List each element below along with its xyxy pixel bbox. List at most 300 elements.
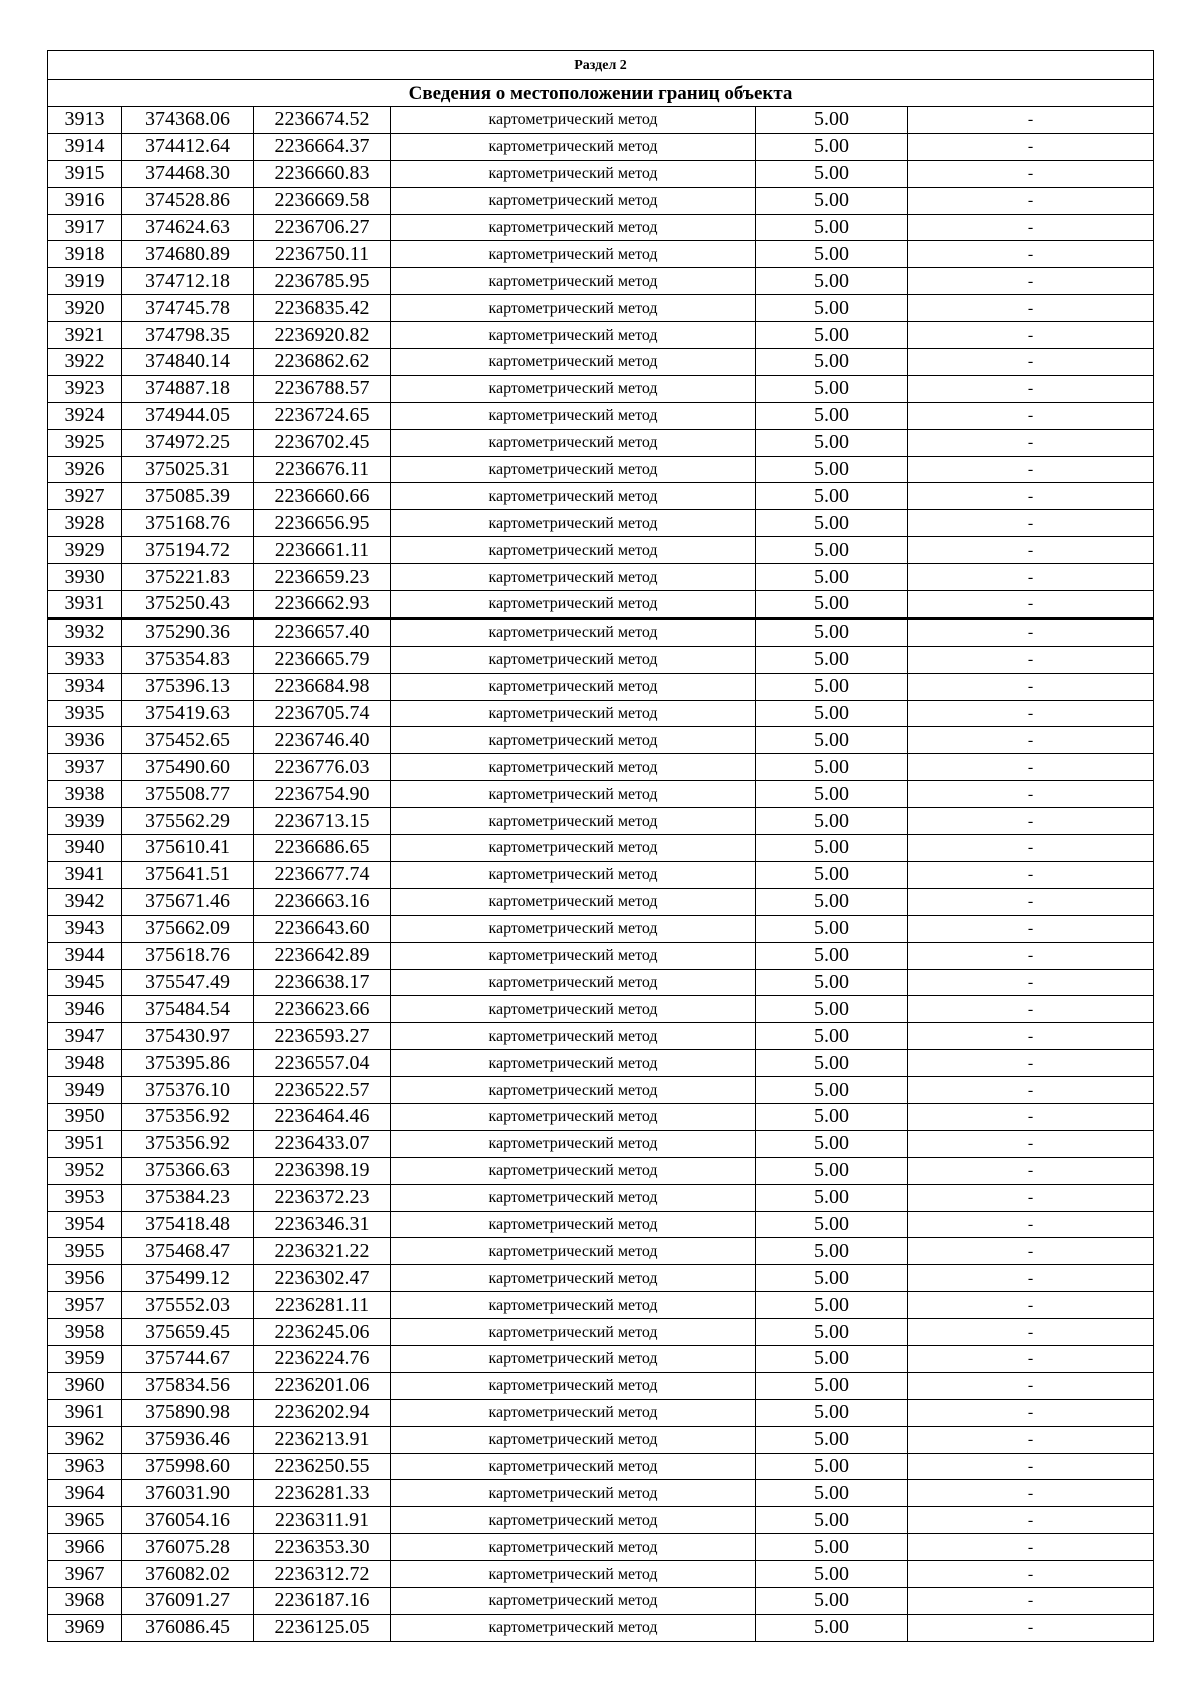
point-number-cell: 3969: [48, 1614, 122, 1641]
method-cell: картометрический метод: [391, 673, 756, 700]
table-row: [48, 1507, 1154, 1534]
point-number-cell: 3937: [48, 754, 122, 781]
x-coordinate-cell: 374412.64: [122, 133, 254, 160]
method-cell: картометрический метод: [391, 1587, 756, 1614]
point-number-cell: 3934: [48, 673, 122, 700]
table-row: [48, 160, 1154, 187]
table-row: [48, 429, 1154, 456]
table-row: [48, 1480, 1154, 1507]
table-row: [48, 888, 1154, 915]
point-number-cell: 3949: [48, 1077, 122, 1104]
accuracy-cell: 5.00: [756, 1319, 908, 1346]
method-cell: картометрический метод: [391, 754, 756, 781]
accuracy-cell: 5.00: [756, 861, 908, 888]
method-cell: картометрический метод: [391, 700, 756, 727]
note-cell: -: [908, 1023, 1154, 1050]
note-cell: -: [908, 1587, 1154, 1614]
y-coordinate-cell: 2236713.15: [254, 808, 391, 835]
y-coordinate-cell: 2236202.94: [254, 1399, 391, 1426]
y-coordinate-cell: 2236663.16: [254, 888, 391, 915]
note-cell: -: [908, 456, 1154, 483]
accuracy-cell: 5.00: [756, 510, 908, 537]
method-cell: картометрический метод: [391, 133, 756, 160]
table-row: [48, 700, 1154, 727]
method-cell: картометрический метод: [391, 781, 756, 808]
table-row: [48, 969, 1154, 996]
table-row: [48, 1157, 1154, 1184]
x-coordinate-cell: 375890.98: [122, 1399, 254, 1426]
y-coordinate-cell: 2236398.19: [254, 1157, 391, 1184]
table-row: [48, 996, 1154, 1023]
method-cell: картометрический метод: [391, 1507, 756, 1534]
x-coordinate-cell: 375376.10: [122, 1077, 254, 1104]
x-coordinate-cell: 375366.63: [122, 1157, 254, 1184]
accuracy-cell: 5.00: [756, 673, 908, 700]
accuracy-cell: 5.00: [756, 429, 908, 456]
method-cell: картометрический метод: [391, 969, 756, 996]
method-cell: картометрический метод: [391, 888, 756, 915]
note-cell: -: [908, 402, 1154, 429]
table-row: [48, 1050, 1154, 1077]
accuracy-cell: 5.00: [756, 268, 908, 295]
x-coordinate-cell: 374745.78: [122, 295, 254, 322]
table-row: [48, 1184, 1154, 1211]
y-coordinate-cell: 2236281.33: [254, 1480, 391, 1507]
y-coordinate-cell: 2236835.42: [254, 295, 391, 322]
note-cell: -: [908, 1426, 1154, 1453]
table-row: [48, 187, 1154, 214]
accuracy-cell: 5.00: [756, 1372, 908, 1399]
method-cell: картометрический метод: [391, 1561, 756, 1588]
table-row: [48, 510, 1154, 537]
x-coordinate-cell: 374368.06: [122, 107, 254, 134]
point-number-cell: 3947: [48, 1023, 122, 1050]
accuracy-cell: 5.00: [756, 295, 908, 322]
point-number-cell: 3959: [48, 1345, 122, 1372]
y-coordinate-cell: 2236213.91: [254, 1426, 391, 1453]
accuracy-cell: 5.00: [756, 915, 908, 942]
point-number-cell: 3933: [48, 646, 122, 673]
point-number-cell: 3955: [48, 1238, 122, 1265]
note-cell: -: [908, 1292, 1154, 1319]
accuracy-cell: 5.00: [756, 456, 908, 483]
point-number-cell: 3923: [48, 375, 122, 402]
method-cell: картометрический метод: [391, 456, 756, 483]
y-coordinate-cell: 2236750.11: [254, 241, 391, 268]
point-number-cell: 3927: [48, 483, 122, 510]
point-number-cell: 3946: [48, 996, 122, 1023]
x-coordinate-cell: 374468.30: [122, 160, 254, 187]
note-cell: -: [908, 942, 1154, 969]
x-coordinate-cell: 375641.51: [122, 861, 254, 888]
method-cell: картометрический метод: [391, 1265, 756, 1292]
table-row: [48, 646, 1154, 673]
point-number-cell: 3916: [48, 187, 122, 214]
accuracy-cell: 5.00: [756, 996, 908, 1023]
x-coordinate-cell: 375936.46: [122, 1426, 254, 1453]
note-cell: -: [908, 915, 1154, 942]
table-row: [48, 375, 1154, 402]
accuracy-cell: 5.00: [756, 1561, 908, 1588]
table-row: [48, 322, 1154, 349]
y-coordinate-cell: 2236862.62: [254, 349, 391, 376]
method-cell: картометрический метод: [391, 375, 756, 402]
x-coordinate-cell: 374680.89: [122, 241, 254, 268]
note-cell: -: [908, 754, 1154, 781]
note-cell: -: [908, 888, 1154, 915]
y-coordinate-cell: 2236593.27: [254, 1023, 391, 1050]
y-coordinate-cell: 2236785.95: [254, 268, 391, 295]
y-coordinate-cell: 2236245.06: [254, 1319, 391, 1346]
note-cell: -: [908, 1265, 1154, 1292]
point-number-cell: 3941: [48, 861, 122, 888]
method-cell: картометрический метод: [391, 1050, 756, 1077]
note-cell: -: [908, 835, 1154, 862]
x-coordinate-cell: 375384.23: [122, 1184, 254, 1211]
table-row: [48, 1211, 1154, 1238]
x-coordinate-cell: 375659.45: [122, 1319, 254, 1346]
accuracy-cell: 5.00: [756, 1587, 908, 1614]
method-cell: картометрический метод: [391, 1130, 756, 1157]
table-row: [48, 1265, 1154, 1292]
accuracy-cell: 5.00: [756, 754, 908, 781]
y-coordinate-cell: 2236643.60: [254, 915, 391, 942]
point-number-cell: 3953: [48, 1184, 122, 1211]
accuracy-cell: 5.00: [756, 1480, 908, 1507]
method-cell: картометрический метод: [391, 1399, 756, 1426]
method-cell: картометрический метод: [391, 241, 756, 268]
accuracy-cell: 5.00: [756, 646, 908, 673]
accuracy-cell: 5.00: [756, 241, 908, 268]
boundary-coordinates-table: [47, 50, 1154, 1642]
method-cell: картометрический метод: [391, 915, 756, 942]
accuracy-cell: 5.00: [756, 1023, 908, 1050]
table-row: [48, 835, 1154, 862]
accuracy-cell: 5.00: [756, 1050, 908, 1077]
accuracy-cell: 5.00: [756, 1345, 908, 1372]
table-body: [48, 51, 1154, 1642]
table-row: [48, 673, 1154, 700]
y-coordinate-cell: 2236557.04: [254, 1050, 391, 1077]
point-number-cell: 3942: [48, 888, 122, 915]
note-cell: -: [908, 1319, 1154, 1346]
note-cell: -: [908, 1534, 1154, 1561]
method-cell: картометрический метод: [391, 835, 756, 862]
y-coordinate-cell: 2236684.98: [254, 673, 391, 700]
accuracy-cell: 5.00: [756, 618, 908, 646]
accuracy-cell: 5.00: [756, 888, 908, 915]
section-header-row: [48, 51, 1154, 80]
note-cell: -: [908, 1399, 1154, 1426]
y-coordinate-cell: 2236638.17: [254, 969, 391, 996]
note-cell: -: [908, 295, 1154, 322]
y-coordinate-cell: 2236642.89: [254, 942, 391, 969]
x-coordinate-cell: 375419.63: [122, 700, 254, 727]
accuracy-cell: 5.00: [756, 1077, 908, 1104]
note-cell: -: [908, 483, 1154, 510]
accuracy-cell: 5.00: [756, 1211, 908, 1238]
accuracy-cell: 5.00: [756, 1238, 908, 1265]
note-cell: -: [908, 187, 1154, 214]
y-coordinate-cell: 2236321.22: [254, 1238, 391, 1265]
point-number-cell: 3931: [48, 591, 122, 619]
y-coordinate-cell: 2236661.11: [254, 537, 391, 564]
point-number-cell: 3960: [48, 1372, 122, 1399]
point-number-cell: 3944: [48, 942, 122, 969]
table-row: [48, 1426, 1154, 1453]
table-row: [48, 214, 1154, 241]
table-title-row: [48, 80, 1154, 107]
y-coordinate-cell: 2236224.76: [254, 1345, 391, 1372]
accuracy-cell: 5.00: [756, 1292, 908, 1319]
x-coordinate-cell: 375610.41: [122, 835, 254, 862]
note-cell: -: [908, 996, 1154, 1023]
note-cell: -: [908, 214, 1154, 241]
accuracy-cell: 5.00: [756, 349, 908, 376]
accuracy-cell: 5.00: [756, 375, 908, 402]
table-row: [48, 1292, 1154, 1319]
table-row: [48, 1453, 1154, 1480]
note-cell: -: [908, 241, 1154, 268]
table-row: [48, 1587, 1154, 1614]
method-cell: картометрический метод: [391, 483, 756, 510]
note-cell: -: [908, 1614, 1154, 1641]
y-coordinate-cell: 2236664.37: [254, 133, 391, 160]
table-title: Сведения о местоположении границ объекта: [48, 80, 1154, 107]
point-number-cell: 3950: [48, 1103, 122, 1130]
method-cell: картометрический метод: [391, 429, 756, 456]
method-cell: картометрический метод: [391, 727, 756, 754]
method-cell: картометрический метод: [391, 1426, 756, 1453]
method-cell: картометрический метод: [391, 107, 756, 134]
note-cell: -: [908, 510, 1154, 537]
table-row: [48, 861, 1154, 888]
method-cell: картометрический метод: [391, 1211, 756, 1238]
method-cell: картометрический метод: [391, 1157, 756, 1184]
point-number-cell: 3954: [48, 1211, 122, 1238]
table-row: [48, 107, 1154, 134]
point-number-cell: 3968: [48, 1587, 122, 1614]
point-number-cell: 3926: [48, 456, 122, 483]
x-coordinate-cell: 375085.39: [122, 483, 254, 510]
method-cell: картометрический метод: [391, 1103, 756, 1130]
note-cell: -: [908, 1050, 1154, 1077]
accuracy-cell: 5.00: [756, 808, 908, 835]
point-number-cell: 3929: [48, 537, 122, 564]
note-cell: -: [908, 727, 1154, 754]
method-cell: картометрический метод: [391, 646, 756, 673]
y-coordinate-cell: 2236346.31: [254, 1211, 391, 1238]
accuracy-cell: 5.00: [756, 1399, 908, 1426]
method-cell: картометрический метод: [391, 1345, 756, 1372]
note-cell: -: [908, 564, 1154, 591]
method-cell: картометрический метод: [391, 564, 756, 591]
accuracy-cell: 5.00: [756, 160, 908, 187]
accuracy-cell: 5.00: [756, 187, 908, 214]
point-number-cell: 3924: [48, 402, 122, 429]
note-cell: -: [908, 1184, 1154, 1211]
note-cell: -: [908, 1130, 1154, 1157]
x-coordinate-cell: 375508.77: [122, 781, 254, 808]
table-row: [48, 915, 1154, 942]
point-number-cell: 3939: [48, 808, 122, 835]
table-row: [48, 591, 1154, 619]
accuracy-cell: 5.00: [756, 1614, 908, 1641]
note-cell: -: [908, 1480, 1154, 1507]
x-coordinate-cell: 376091.27: [122, 1587, 254, 1614]
x-coordinate-cell: 375552.03: [122, 1292, 254, 1319]
method-cell: картометрический метод: [391, 537, 756, 564]
y-coordinate-cell: 2236312.72: [254, 1561, 391, 1588]
y-coordinate-cell: 2236724.65: [254, 402, 391, 429]
note-cell: -: [908, 375, 1154, 402]
x-coordinate-cell: 375418.48: [122, 1211, 254, 1238]
method-cell: картометрический метод: [391, 402, 756, 429]
table-row: [48, 1319, 1154, 1346]
x-coordinate-cell: 374840.14: [122, 349, 254, 376]
accuracy-cell: 5.00: [756, 564, 908, 591]
accuracy-cell: 5.00: [756, 483, 908, 510]
note-cell: -: [908, 1077, 1154, 1104]
x-coordinate-cell: 375354.83: [122, 646, 254, 673]
x-coordinate-cell: 375221.83: [122, 564, 254, 591]
accuracy-cell: 5.00: [756, 214, 908, 241]
note-cell: -: [908, 1238, 1154, 1265]
method-cell: картометрический метод: [391, 1372, 756, 1399]
x-coordinate-cell: 374944.05: [122, 402, 254, 429]
y-coordinate-cell: 2236669.58: [254, 187, 391, 214]
point-number-cell: 3965: [48, 1507, 122, 1534]
table-row: [48, 268, 1154, 295]
x-coordinate-cell: 374624.63: [122, 214, 254, 241]
y-coordinate-cell: 2236665.79: [254, 646, 391, 673]
note-cell: -: [908, 1103, 1154, 1130]
accuracy-cell: 5.00: [756, 1130, 908, 1157]
note-cell: -: [908, 349, 1154, 376]
y-coordinate-cell: 2236754.90: [254, 781, 391, 808]
x-coordinate-cell: 376086.45: [122, 1614, 254, 1641]
point-number-cell: 3966: [48, 1534, 122, 1561]
y-coordinate-cell: 2236746.40: [254, 727, 391, 754]
point-number-cell: 3945: [48, 969, 122, 996]
table-row: [48, 727, 1154, 754]
y-coordinate-cell: 2236353.30: [254, 1534, 391, 1561]
y-coordinate-cell: 2236702.45: [254, 429, 391, 456]
note-cell: -: [908, 591, 1154, 619]
x-coordinate-cell: 375168.76: [122, 510, 254, 537]
y-coordinate-cell: 2236776.03: [254, 754, 391, 781]
table-row: [48, 1399, 1154, 1426]
x-coordinate-cell: 374887.18: [122, 375, 254, 402]
point-number-cell: 3918: [48, 241, 122, 268]
x-coordinate-cell: 375395.86: [122, 1050, 254, 1077]
x-coordinate-cell: 376054.16: [122, 1507, 254, 1534]
table-row: [48, 781, 1154, 808]
table-row: [48, 456, 1154, 483]
accuracy-cell: 5.00: [756, 700, 908, 727]
accuracy-cell: 5.00: [756, 1453, 908, 1480]
table-row: [48, 241, 1154, 268]
method-cell: картометрический метод: [391, 160, 756, 187]
y-coordinate-cell: 2236662.93: [254, 591, 391, 619]
point-number-cell: 3961: [48, 1399, 122, 1426]
point-number-cell: 3957: [48, 1292, 122, 1319]
method-cell: картометрический метод: [391, 996, 756, 1023]
point-number-cell: 3925: [48, 429, 122, 456]
method-cell: картометрический метод: [391, 1238, 756, 1265]
note-cell: -: [908, 861, 1154, 888]
accuracy-cell: 5.00: [756, 1184, 908, 1211]
y-coordinate-cell: 2236250.55: [254, 1453, 391, 1480]
point-number-cell: 3922: [48, 349, 122, 376]
method-cell: картометрический метод: [391, 1184, 756, 1211]
y-coordinate-cell: 2236920.82: [254, 322, 391, 349]
note-cell: -: [908, 322, 1154, 349]
table-row: [48, 942, 1154, 969]
x-coordinate-cell: 375430.97: [122, 1023, 254, 1050]
table-row: [48, 537, 1154, 564]
note-cell: -: [908, 429, 1154, 456]
x-coordinate-cell: 375025.31: [122, 456, 254, 483]
x-coordinate-cell: 375468.47: [122, 1238, 254, 1265]
table-row: [48, 1077, 1154, 1104]
table-row: [48, 295, 1154, 322]
note-cell: -: [908, 107, 1154, 134]
x-coordinate-cell: 375484.54: [122, 996, 254, 1023]
note-cell: -: [908, 1345, 1154, 1372]
method-cell: картометрический метод: [391, 1319, 756, 1346]
y-coordinate-cell: 2236676.11: [254, 456, 391, 483]
x-coordinate-cell: 374798.35: [122, 322, 254, 349]
note-cell: -: [908, 1211, 1154, 1238]
y-coordinate-cell: 2236706.27: [254, 214, 391, 241]
accuracy-cell: 5.00: [756, 537, 908, 564]
accuracy-cell: 5.00: [756, 1426, 908, 1453]
accuracy-cell: 5.00: [756, 781, 908, 808]
accuracy-cell: 5.00: [756, 942, 908, 969]
point-number-cell: 3935: [48, 700, 122, 727]
x-coordinate-cell: 375671.46: [122, 888, 254, 915]
table-row: [48, 808, 1154, 835]
note-cell: -: [908, 268, 1154, 295]
y-coordinate-cell: 2236623.66: [254, 996, 391, 1023]
x-coordinate-cell: 376075.28: [122, 1534, 254, 1561]
point-number-cell: 3914: [48, 133, 122, 160]
x-coordinate-cell: 375290.36: [122, 618, 254, 646]
y-coordinate-cell: 2236657.40: [254, 618, 391, 646]
y-coordinate-cell: 2236522.57: [254, 1077, 391, 1104]
y-coordinate-cell: 2236705.74: [254, 700, 391, 727]
table-row: [48, 402, 1154, 429]
accuracy-cell: 5.00: [756, 107, 908, 134]
method-cell: картометрический метод: [391, 187, 756, 214]
y-coordinate-cell: 2236302.47: [254, 1265, 391, 1292]
point-number-cell: 3913: [48, 107, 122, 134]
section-label: Раздел 2: [48, 51, 1154, 80]
table-row: [48, 483, 1154, 510]
table-row: [48, 754, 1154, 781]
point-number-cell: 3958: [48, 1319, 122, 1346]
table-row: [48, 618, 1154, 646]
x-coordinate-cell: 375834.56: [122, 1372, 254, 1399]
table-row: [48, 1561, 1154, 1588]
x-coordinate-cell: 375998.60: [122, 1453, 254, 1480]
method-cell: картометрический метод: [391, 322, 756, 349]
table-row: [48, 133, 1154, 160]
note-cell: -: [908, 1561, 1154, 1588]
accuracy-cell: 5.00: [756, 591, 908, 619]
x-coordinate-cell: 375662.09: [122, 915, 254, 942]
